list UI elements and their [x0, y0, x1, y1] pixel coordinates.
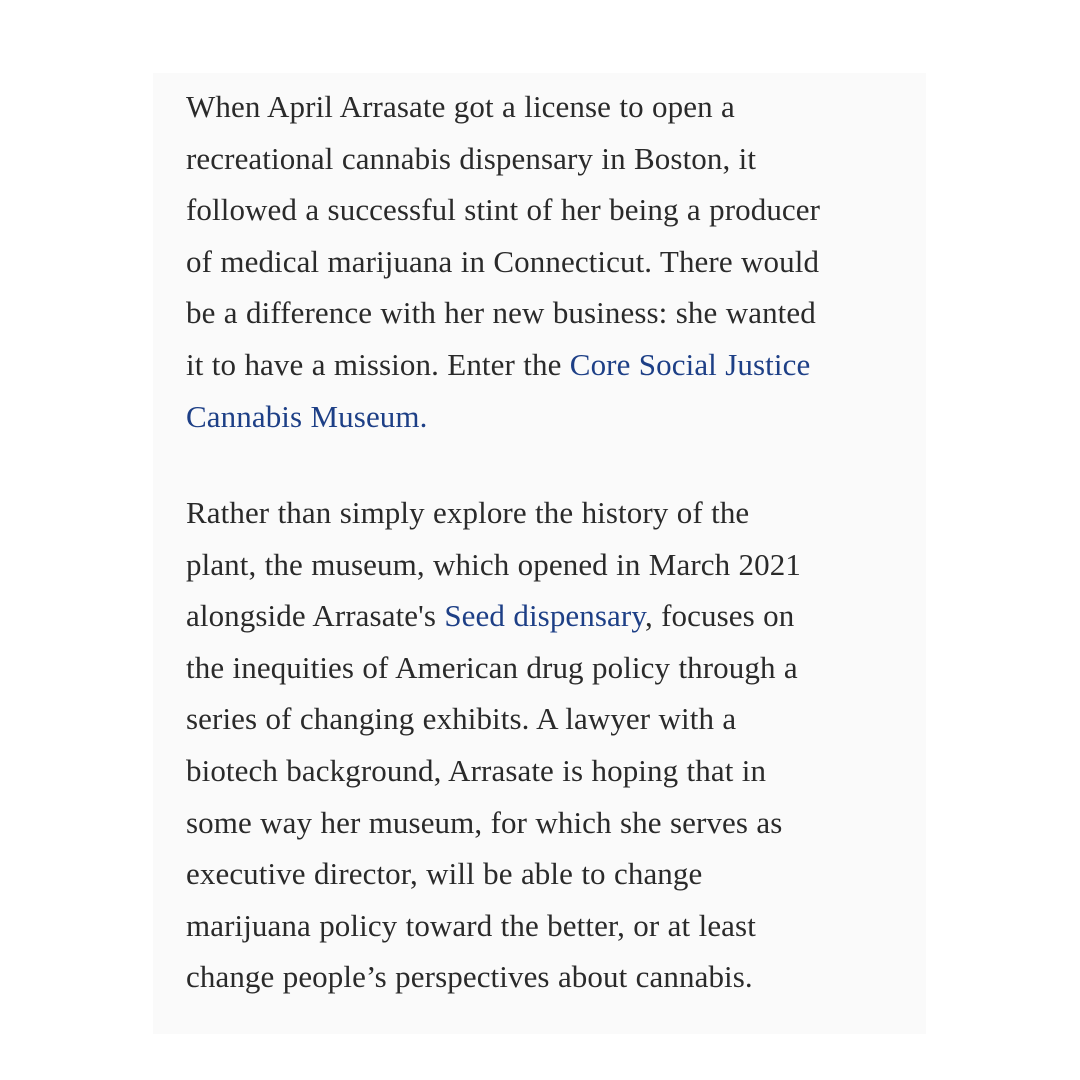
museum-link-continued[interactable]: Cannabis Museum. [186, 398, 428, 434]
text-line: recreational cannabis dispensary in Boston, it [186, 140, 757, 176]
text-line: change people’s perspectives about cannabis. [186, 959, 753, 995]
text-line: biotech background, Arrasate is hoping that in [186, 752, 767, 788]
text-line: be a difference with her new business: she wanted [186, 295, 816, 331]
text-line: marijuana policy toward the better, or at least [186, 907, 756, 943]
text-line: When April Arrasate got a license to open a [186, 89, 735, 124]
text-line: Rather than simply explore the history of the [186, 495, 750, 530]
seed-dispensary-link[interactable]: Seed dispensary [444, 598, 645, 634]
text-line [186, 339, 906, 391]
text-line: some way her museum, for which she serves as [186, 804, 783, 840]
text-line [186, 391, 906, 443]
text-line: executive director, will be able to change [186, 856, 703, 892]
text-line [186, 590, 906, 642]
text-segment: , focuses on [644, 598, 795, 634]
text-segment: it to have a mission. Enter the [186, 346, 570, 382]
museum-link[interactable]: Core Social Justice [569, 346, 811, 382]
text-segment: alongside Arrasate's [186, 598, 445, 634]
article-paragraph-1 [186, 81, 906, 442]
text-line: the inequities of American drug policy through a [186, 649, 798, 685]
text-line: of medical marijuana in Connecticut. There would [186, 243, 820, 279]
text-line: plant, the museum, which opened in March 2021 [186, 546, 801, 582]
article-paragraph-2 [186, 487, 906, 1003]
article-card [153, 73, 926, 1034]
text-line: series of changing exhibits. A lawyer with a [186, 701, 737, 737]
text-line: followed a successful stint of her being a producer [186, 192, 821, 228]
